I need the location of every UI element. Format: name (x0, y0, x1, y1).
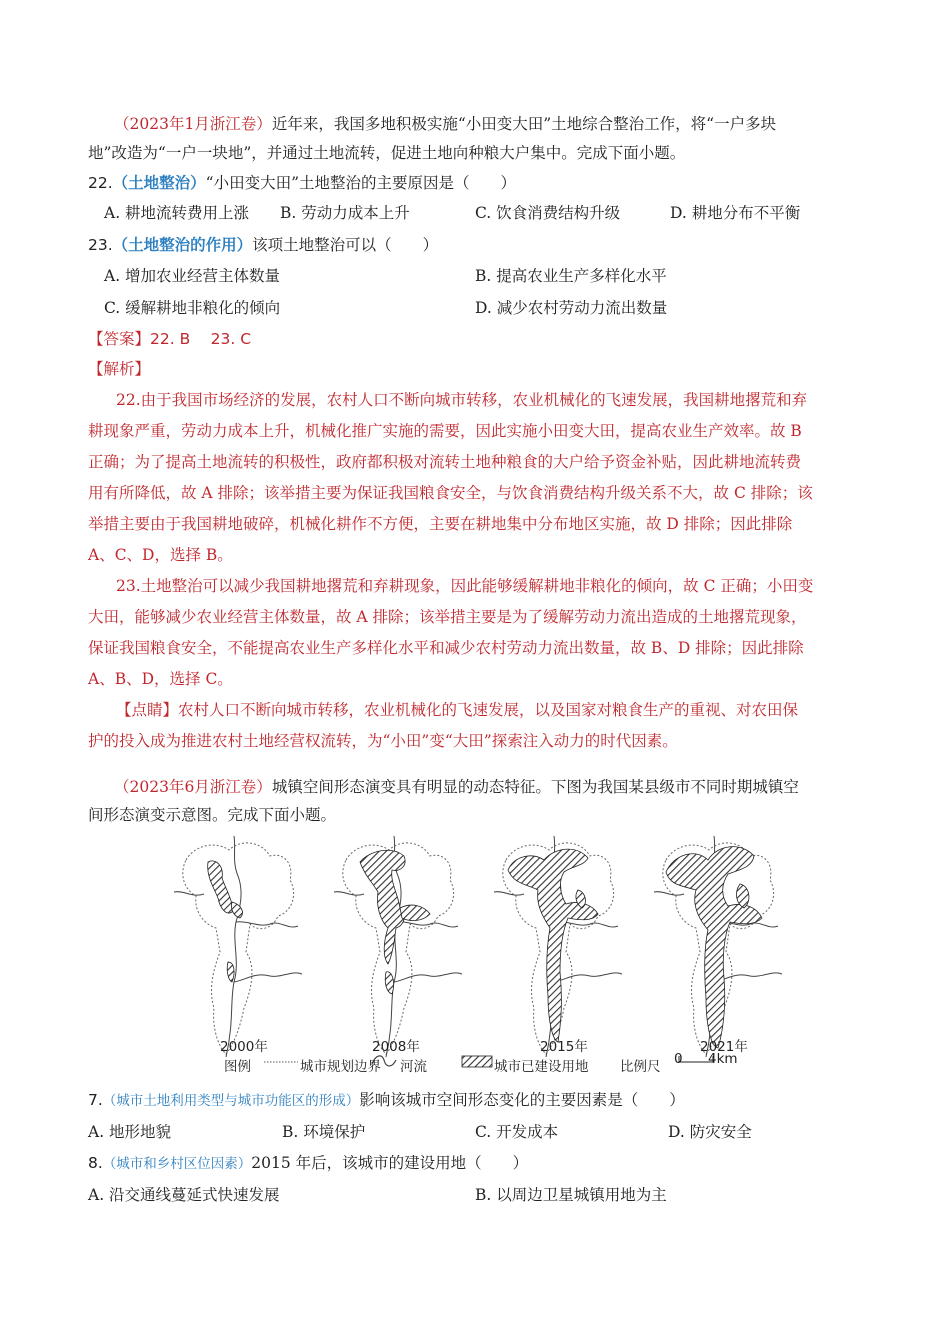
tip-line1: 【点睛】农村人口不断向城市转移，农业机械化的飞速发展，以及国家对粮食生产的重视、对农田保 (116, 701, 799, 719)
answer-text: 22. B 23. C (150, 330, 252, 348)
stem2-line1: （2023年6月浙江卷）城镇空间形态演变具有明显的动态特征。下图为我国某县级市不同时期城镇空 (114, 778, 799, 796)
option-22-c: C. 饮食消费结构升级 (475, 204, 621, 222)
analysis22-line3: 正确；为了提高土地流转的积极性，政府都积极对流转土地种粮食的大户给予资金补贴，因此耕地流转费 (88, 453, 802, 471)
analysis22-line1: 22.由于我国市场经济的发展，农村人口不断向城市转移，农业机械化的飞速发展，我国耕地撂荒和弃 (116, 391, 808, 409)
option-7-c: C. 开发成本 (475, 1123, 559, 1141)
option-7-d: D. 防灾安全 (668, 1123, 752, 1141)
option-8-a: A. 沿交通线蔓延式快速发展 (88, 1186, 280, 1204)
option-7-a: A. 地形地貌 (88, 1123, 172, 1141)
analysis22-line4: 用有所降低，故 A 排除；该举措主要为保证我国粮食安全，与饮食消费结构升级关系不大，故 C 排除；该 (88, 484, 813, 502)
analysis23-line4: A、B、D，选择 C。 (88, 670, 233, 688)
option-8-b: B. 以周边卫星城镇用地为主 (475, 1186, 667, 1204)
map-2015 (494, 836, 622, 1057)
option-23-d: D. 减少农村劳动力流出数量 (475, 299, 668, 317)
scale-label: 比例尺 (620, 1059, 661, 1075)
map-2000 (174, 836, 302, 1057)
analysis22-line2: 耕现象严重，劳动力成本上升，机械化推广实施的需要，因此实施小田变大田，提高农业生产效率。故 B (88, 422, 802, 440)
stem1-line1 (88, 113, 776, 135)
knowledge-tag: （土地整治） (112, 174, 206, 192)
hatch-legend-icon (462, 1056, 492, 1067)
year-2015: 2015年 (540, 1039, 588, 1055)
option-23-a: A. 增加农业经营主体数量 (104, 267, 281, 285)
answer-label: 【答案】 (88, 330, 151, 348)
map-2008 (334, 836, 462, 1057)
analysis-label: 【解析】 (88, 360, 151, 378)
map-2021 (654, 836, 782, 1057)
option-7-b: B. 环境保护 (282, 1123, 366, 1141)
tip-label: 【点睛】 (116, 701, 179, 719)
question-7: 7.（城市土地利用类型与城市功能区的形成）影响该城市空间形态变化的主要因素是（ ） (88, 1091, 685, 1109)
year-2008: 2008年 (372, 1039, 420, 1055)
answer-line (88, 328, 251, 350)
source-label: （2023年1月浙江卷） (114, 115, 272, 133)
stem2-line2: 间形态演变示意图。完成下面小题。 (88, 806, 337, 824)
legend-built-label: 城市已建设用地 (494, 1059, 589, 1075)
analysis23-line1: 23.土地整治可以减少我国耕地撂荒和弃耕现象，因此能够缓解耕地非粮化的倾向，故 C 正确；小田变 (116, 577, 814, 595)
option-23-c: C. 缓解耕地非粮化的倾向 (104, 299, 281, 317)
option-23-b: B. 提高农业生产多样化水平 (475, 267, 667, 285)
question-8: 8.（城市和乡村区位因素）2015 年后，该城市的建设用地（ ） (88, 1154, 529, 1172)
analysis23-line2: 大田，能够减少农业经营主体数量，故 A 排除；该举措主要是为了缓解劳动力流出造成的土地撂荒现象， (88, 608, 807, 626)
year-2021: 2021年 (700, 1039, 748, 1055)
legend-title: 图例 (224, 1059, 251, 1075)
knowledge-tag: （城市和乡村区位因素） (102, 1156, 252, 1172)
option-22-d: D. 耕地分布不平衡 (670, 204, 801, 222)
analysis22-line5: 举措主要由于我国耕地破碎，机械化耕作不方便，主要在耕地集中分布地区实施，故 D 排除；因此排除 (88, 515, 793, 533)
analysis23-line3: 保证我国粮食安全，不能提高农业生产多样化水平和减少农村劳动力流出数量，故 B、D 排除；因此排除 (88, 639, 804, 657)
knowledge-tag: （城市土地利用类型与城市功能区的形成） (102, 1093, 360, 1109)
stem-text: 近年来，我国多地积极实施“小田变大田”土地综合整治工作，将“一户多块 (271, 115, 777, 133)
question-23: 23.（土地整治的作用）该项土地整治可以（ ） (88, 236, 439, 254)
analysis22-line6: A、C、D，选择 B。 (88, 546, 233, 564)
scale-zero: 0 (674, 1051, 683, 1067)
legend-river-label: 河流 (400, 1059, 427, 1075)
question-22: 22.（土地整治）“小田变大田”土地整治的主要原因是（ ） (88, 174, 517, 192)
option-22-b: B. 劳动力成本上升 (280, 204, 410, 222)
scale-km: 4km (708, 1051, 738, 1067)
source-label: （2023年6月浙江卷） (114, 778, 272, 796)
year-2000: 2000年 (220, 1039, 268, 1055)
knowledge-tag: （土地整治的作用） (112, 236, 253, 254)
tip-line2: 护的投入成为推进农村土地经营权流转，为“小田”变“大田”探索注入动力的时代因素。 (88, 732, 678, 750)
stem1-line2: 地”改造为“一户一块地”，并通过土地流转，促进土地向种粮大户集中。完成下面小题。 (88, 144, 686, 162)
legend-boundary-label: 城市规划边界 (300, 1059, 381, 1075)
option-22-a: A. 耕地流转费用上涨 (104, 204, 250, 222)
